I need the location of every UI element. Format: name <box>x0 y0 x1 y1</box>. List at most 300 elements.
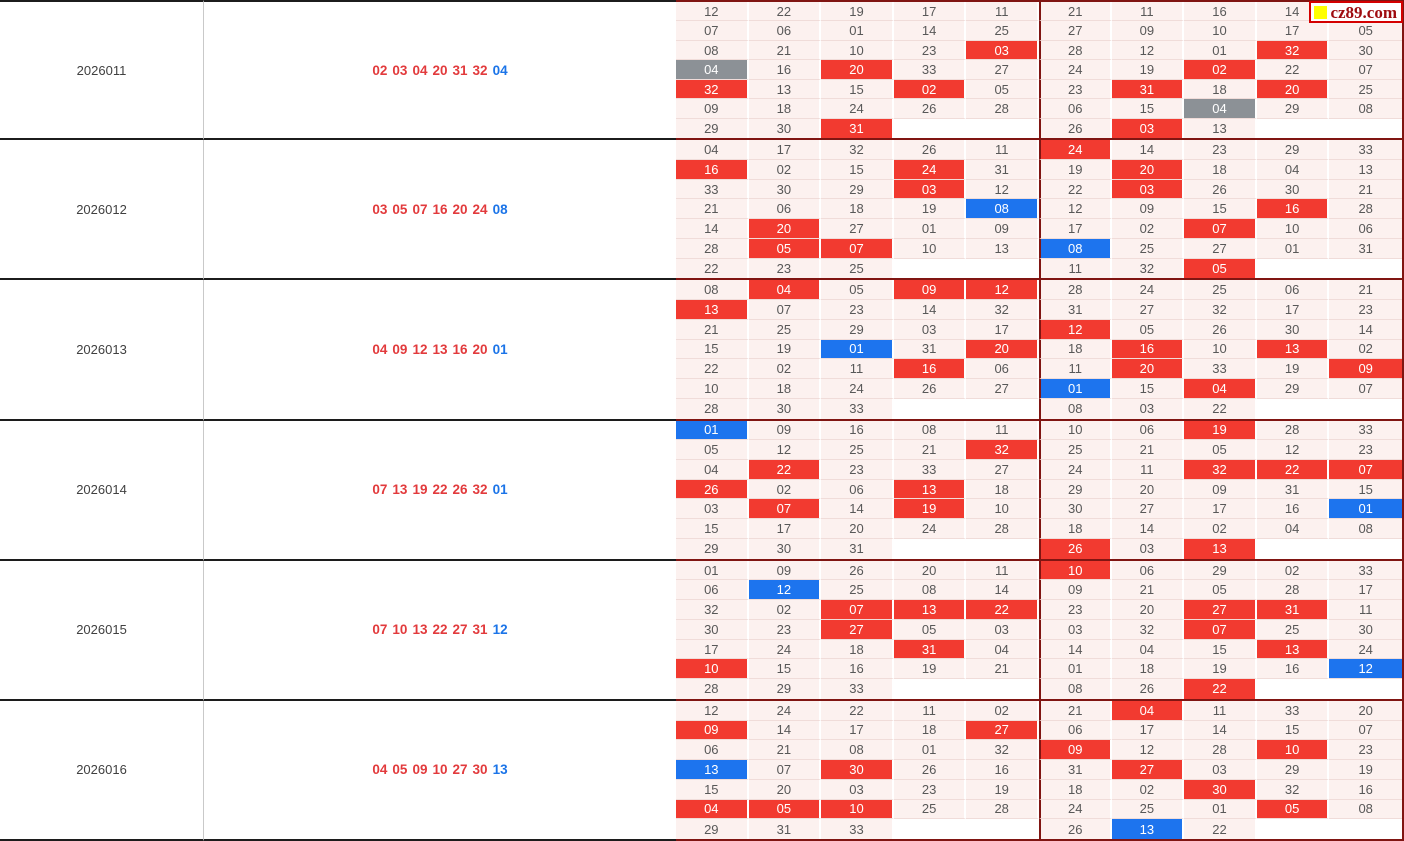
grid-cell: 06 <box>676 580 749 600</box>
grid-cell: 16 <box>894 359 967 379</box>
grid-cell: 29 <box>676 819 749 839</box>
grid-cell: 12 <box>1039 199 1112 219</box>
winning-numbers <box>204 421 676 561</box>
grid-cell: 32 <box>1257 41 1330 60</box>
grid-cell: 08 <box>676 41 749 60</box>
grid-cell: 13 <box>1257 340 1330 360</box>
grid-cell: 10 <box>1039 561 1112 581</box>
grid-cell: 06 <box>676 740 749 760</box>
grid-cell: 26 <box>1184 180 1257 200</box>
grid-cell: 31 <box>749 819 822 839</box>
grid-cell: 26 <box>894 140 967 160</box>
grid-cell: 14 <box>894 300 967 320</box>
grid-cell: 25 <box>894 800 967 820</box>
grid-cell: 08 <box>894 580 967 600</box>
period-row <box>0 421 1404 561</box>
grid-cell: 26 <box>1184 320 1257 340</box>
grid-cell: 04 <box>676 140 749 160</box>
grid-cell: 30 <box>749 399 822 419</box>
grid-cell: 11 <box>1112 460 1185 480</box>
red-ball: 12 <box>412 341 428 357</box>
red-ball: 13 <box>392 482 408 498</box>
grid-cell: 16 <box>821 659 894 679</box>
grid-cell: 17 <box>1257 21 1330 40</box>
grid-cell: 17 <box>966 320 1039 340</box>
grid-cell: 25 <box>1329 80 1402 99</box>
grid-cell: 22 <box>749 460 822 480</box>
grid-cell: 33 <box>1257 701 1330 721</box>
red-ball: 26 <box>452 482 468 498</box>
grid-cell: 03 <box>1112 399 1185 419</box>
grid-cell: 06 <box>821 480 894 500</box>
grid-cell: 02 <box>749 160 822 180</box>
grid-cell: 20 <box>821 60 894 79</box>
grid-cell: 17 <box>894 2 967 21</box>
grid-cell: 30 <box>749 539 822 559</box>
grid-cell: 08 <box>966 199 1039 219</box>
grid-cell: 15 <box>676 780 749 800</box>
grid-cell: 22 <box>966 600 1039 620</box>
grid-cell: 17 <box>1039 219 1112 239</box>
grid-cell: 04 <box>676 60 749 79</box>
grid-cell: 07 <box>1329 60 1402 79</box>
grid-cell: 11 <box>966 2 1039 21</box>
grid-cell: 31 <box>1039 760 1112 780</box>
grid-cell: 30 <box>1257 320 1330 340</box>
grid-cell: 05 <box>894 620 967 640</box>
grid-cell: 06 <box>1039 721 1112 741</box>
grid-cell: 27 <box>966 60 1039 79</box>
grid-cell: 20 <box>1112 600 1185 620</box>
grid-cell: 19 <box>821 2 894 21</box>
grid-cell: 01 <box>1329 499 1402 519</box>
red-ball: 05 <box>392 201 408 217</box>
red-ball: 13 <box>412 622 428 638</box>
blue-ball: 08 <box>492 201 508 217</box>
red-ball: 09 <box>412 762 428 778</box>
grid-cell: 27 <box>966 379 1039 399</box>
grid-cell: 24 <box>821 99 894 118</box>
grid-cell: 17 <box>749 140 822 160</box>
grid-cell: 01 <box>894 740 967 760</box>
grid-cell: 12 <box>1257 440 1330 460</box>
grid-cell: 05 <box>966 80 1039 99</box>
grid-cell: 14 <box>1039 640 1112 660</box>
grid-cell: 02 <box>894 80 967 99</box>
grid-cell <box>1329 259 1402 279</box>
red-ball: 02 <box>372 62 388 78</box>
grid-cell: 30 <box>821 760 894 780</box>
grid-cell: 04 <box>1257 160 1330 180</box>
grid-cell: 03 <box>676 499 749 519</box>
grid-cell: 13 <box>676 760 749 780</box>
grid-cell: 07 <box>1329 379 1402 399</box>
grid-cell: 20 <box>966 340 1039 360</box>
grid-cell: 18 <box>749 379 822 399</box>
grid-cell: 02 <box>1184 60 1257 79</box>
grid-cell: 32 <box>1184 460 1257 480</box>
grid-cell: 09 <box>1039 580 1112 600</box>
grid-cell: 26 <box>894 760 967 780</box>
grid-cell: 07 <box>1184 219 1257 239</box>
grid-cell: 19 <box>1039 160 1112 180</box>
grid-cell: 31 <box>821 539 894 559</box>
blue-ball: 04 <box>492 62 508 78</box>
grid-cell: 04 <box>1184 99 1257 118</box>
grid-cell: 11 <box>1039 259 1112 279</box>
grid-cell: 13 <box>894 600 967 620</box>
grid-cell: 12 <box>749 580 822 600</box>
grid-cell: 03 <box>1112 180 1185 200</box>
grid-cell: 19 <box>1184 421 1257 441</box>
grid-cell: 17 <box>821 721 894 741</box>
grid-cell: 06 <box>1039 99 1112 118</box>
grid-cell: 32 <box>676 600 749 620</box>
grid-cell: 20 <box>1257 80 1330 99</box>
grid-cell: 23 <box>1039 600 1112 620</box>
grid-cell <box>894 819 967 839</box>
red-ball: 03 <box>372 201 388 217</box>
grid-cell: 24 <box>749 701 822 721</box>
grid-cell: 18 <box>821 640 894 660</box>
grid-cell: 26 <box>894 99 967 118</box>
grid-cell: 08 <box>1329 800 1402 820</box>
grid-cell: 29 <box>821 180 894 200</box>
grid-cell: 03 <box>894 320 967 340</box>
grid-cell: 12 <box>1112 740 1185 760</box>
grid-cell: 27 <box>1112 300 1185 320</box>
grid-cell: 07 <box>749 300 822 320</box>
grid-cell: 33 <box>821 819 894 839</box>
grid-cell: 22 <box>1184 819 1257 839</box>
red-ball: 31 <box>472 622 488 638</box>
grid-cell: 15 <box>1112 379 1185 399</box>
grid-cell: 09 <box>676 721 749 741</box>
grid-cell: 01 <box>1039 379 1112 399</box>
grid-cell: 32 <box>1257 780 1330 800</box>
grid-cell: 24 <box>749 640 822 660</box>
grid-cell: 33 <box>821 679 894 699</box>
grid-cell: 07 <box>821 600 894 620</box>
grid-cell: 29 <box>1039 480 1112 500</box>
grid-cell <box>1257 819 1330 839</box>
grid-cell: 20 <box>749 219 822 239</box>
grid-cell: 13 <box>1329 160 1402 180</box>
grid-cell: 18 <box>821 199 894 219</box>
grid-cell: 03 <box>1112 539 1185 559</box>
red-ball: 30 <box>472 762 488 778</box>
grid-cell: 33 <box>821 399 894 419</box>
grid-cell: 08 <box>676 280 749 300</box>
grid-cell: 21 <box>1112 580 1185 600</box>
winning-numbers <box>204 561 676 701</box>
grid-cell: 25 <box>1039 440 1112 460</box>
grid-cell: 08 <box>1329 519 1402 539</box>
grid-cell: 07 <box>1329 460 1402 480</box>
grid-cell: 09 <box>966 219 1039 239</box>
grid-cell: 16 <box>1257 199 1330 219</box>
grid-cell <box>894 259 967 279</box>
grid-cell: 18 <box>1184 80 1257 99</box>
grid-cell: 07 <box>749 499 822 519</box>
grid-cell: 05 <box>1184 440 1257 460</box>
logo-text: cz89.com <box>1330 2 1397 22</box>
grid-cell: 11 <box>894 701 967 721</box>
grid-cell: 33 <box>1329 561 1402 581</box>
number-grid <box>676 701 1404 841</box>
grid-cell: 03 <box>1184 760 1257 780</box>
grid-cell: 09 <box>1112 21 1185 40</box>
grid-cell: 03 <box>1039 620 1112 640</box>
grid-cell: 14 <box>1184 721 1257 741</box>
grid-cell: 04 <box>1112 640 1185 660</box>
grid-cell: 19 <box>1112 60 1185 79</box>
grid-cell: 01 <box>821 21 894 40</box>
grid-cell: 09 <box>894 280 967 300</box>
grid-cell: 29 <box>821 320 894 340</box>
grid-cell: 02 <box>749 480 822 500</box>
grid-cell: 22 <box>1257 460 1330 480</box>
grid-cell: 17 <box>749 519 822 539</box>
grid-cell: 21 <box>749 740 822 760</box>
period-label: 2026012 <box>0 140 204 280</box>
grid-cell: 06 <box>1112 421 1185 441</box>
grid-cell: 12 <box>1329 659 1402 679</box>
grid-cell <box>1257 119 1330 138</box>
grid-cell: 15 <box>749 659 822 679</box>
grid-cell: 11 <box>966 140 1039 160</box>
grid-cell: 05 <box>1257 800 1330 820</box>
blue-ball: 12 <box>492 622 508 638</box>
grid-cell: 04 <box>1257 519 1330 539</box>
grid-cell: 24 <box>1039 800 1112 820</box>
grid-cell: 23 <box>821 460 894 480</box>
grid-cell: 07 <box>676 21 749 40</box>
grid-cell: 26 <box>894 379 967 399</box>
grid-cell: 11 <box>821 359 894 379</box>
grid-cell: 24 <box>1039 140 1112 160</box>
grid-cell: 31 <box>1039 300 1112 320</box>
grid-cell: 03 <box>966 41 1039 60</box>
number-grid <box>676 140 1404 280</box>
grid-cell: 02 <box>749 359 822 379</box>
grid-cell: 01 <box>676 561 749 581</box>
period-row <box>0 561 1404 701</box>
grid-cell: 28 <box>966 99 1039 118</box>
grid-cell: 08 <box>1039 239 1112 259</box>
grid-cell: 10 <box>966 499 1039 519</box>
grid-cell: 06 <box>1329 219 1402 239</box>
grid-cell: 27 <box>821 620 894 640</box>
grid-cell: 14 <box>821 499 894 519</box>
grid-cell <box>1329 119 1402 138</box>
grid-cell: 16 <box>749 60 822 79</box>
grid-cell: 15 <box>1184 640 1257 660</box>
grid-cell: 32 <box>821 140 894 160</box>
grid-cell: 10 <box>894 239 967 259</box>
period-label: 2026013 <box>0 280 204 420</box>
grid-cell: 21 <box>966 659 1039 679</box>
grid-cell: 30 <box>1039 499 1112 519</box>
red-ball: 24 <box>472 201 488 217</box>
grid-cell: 30 <box>1184 780 1257 800</box>
grid-cell: 17 <box>1184 499 1257 519</box>
site-logo[interactable] <box>1309 1 1403 23</box>
winning-numbers <box>204 140 676 280</box>
grid-cell: 13 <box>894 480 967 500</box>
period-label: 2026011 <box>0 0 204 140</box>
grid-cell: 13 <box>1184 539 1257 559</box>
winning-numbers <box>204 0 676 140</box>
grid-cell: 16 <box>1184 2 1257 21</box>
grid-cell: 27 <box>1184 239 1257 259</box>
grid-cell: 01 <box>676 421 749 441</box>
grid-cell: 33 <box>676 180 749 200</box>
grid-cell: 28 <box>1329 199 1402 219</box>
grid-cell: 20 <box>821 519 894 539</box>
grid-cell: 27 <box>1112 760 1185 780</box>
grid-cell: 13 <box>966 239 1039 259</box>
grid-cell: 18 <box>1184 160 1257 180</box>
grid-cell: 20 <box>1112 480 1185 500</box>
red-ball: 13 <box>432 341 448 357</box>
grid-cell: 15 <box>1112 99 1185 118</box>
grid-cell: 14 <box>966 580 1039 600</box>
grid-cell: 10 <box>676 659 749 679</box>
grid-cell: 22 <box>749 2 822 21</box>
grid-cell: 02 <box>1112 780 1185 800</box>
grid-cell: 06 <box>1257 280 1330 300</box>
red-ball: 16 <box>432 201 448 217</box>
grid-cell <box>1257 259 1330 279</box>
grid-cell: 31 <box>1112 80 1185 99</box>
red-ball: 09 <box>392 341 408 357</box>
grid-cell: 06 <box>1112 561 1185 581</box>
grid-cell: 16 <box>821 421 894 441</box>
number-grid <box>676 280 1404 420</box>
grid-cell: 21 <box>1112 440 1185 460</box>
grid-cell: 30 <box>1329 620 1402 640</box>
grid-cell: 28 <box>966 800 1039 820</box>
grid-cell: 22 <box>676 259 749 279</box>
grid-cell: 11 <box>966 561 1039 581</box>
grid-cell: 31 <box>894 640 967 660</box>
grid-cell: 10 <box>1257 219 1330 239</box>
grid-cell: 11 <box>1184 701 1257 721</box>
grid-cell <box>1257 539 1330 559</box>
red-ball: 04 <box>412 62 428 78</box>
number-grid <box>676 561 1404 701</box>
grid-cell: 20 <box>1112 359 1185 379</box>
grid-cell: 32 <box>1112 620 1185 640</box>
grid-cell: 02 <box>749 600 822 620</box>
red-ball: 04 <box>372 762 388 778</box>
grid-cell: 19 <box>966 780 1039 800</box>
grid-cell: 23 <box>749 620 822 640</box>
grid-cell: 04 <box>676 460 749 480</box>
grid-cell: 15 <box>676 519 749 539</box>
grid-cell: 20 <box>749 780 822 800</box>
red-ball: 20 <box>472 341 488 357</box>
grid-cell: 19 <box>1329 760 1402 780</box>
grid-cell: 03 <box>966 620 1039 640</box>
grid-cell: 01 <box>1039 659 1112 679</box>
grid-cell: 01 <box>894 219 967 239</box>
grid-cell: 25 <box>821 580 894 600</box>
grid-cell: 05 <box>1184 580 1257 600</box>
grid-cell: 01 <box>1257 239 1330 259</box>
grid-cell: 27 <box>821 219 894 239</box>
grid-cell: 30 <box>749 180 822 200</box>
grid-cell: 03 <box>821 780 894 800</box>
grid-cell: 12 <box>966 280 1039 300</box>
grid-cell: 11 <box>966 421 1039 441</box>
grid-cell <box>894 679 967 699</box>
grid-cell: 22 <box>821 701 894 721</box>
grid-cell: 27 <box>1112 499 1185 519</box>
grid-cell: 08 <box>821 740 894 760</box>
grid-cell: 22 <box>676 359 749 379</box>
grid-cell: 28 <box>1257 421 1330 441</box>
grid-cell: 29 <box>749 679 822 699</box>
winning-numbers <box>204 280 676 420</box>
grid-cell: 29 <box>676 119 749 138</box>
grid-cell: 24 <box>821 379 894 399</box>
grid-cell: 23 <box>1184 140 1257 160</box>
grid-cell: 27 <box>1039 21 1112 40</box>
grid-cell: 17 <box>1257 300 1330 320</box>
grid-cell <box>966 679 1039 699</box>
number-grid <box>676 421 1404 561</box>
grid-cell: 31 <box>1257 480 1330 500</box>
grid-cell: 25 <box>821 440 894 460</box>
grid-cell: 08 <box>1329 99 1402 118</box>
grid-cell: 28 <box>676 679 749 699</box>
grid-cell: 13 <box>1112 819 1185 839</box>
grid-cell: 30 <box>1257 180 1330 200</box>
grid-cell: 30 <box>749 119 822 138</box>
grid-cell: 15 <box>1184 199 1257 219</box>
grid-cell: 13 <box>676 300 749 320</box>
grid-cell: 33 <box>1329 140 1402 160</box>
grid-cell: 14 <box>1112 140 1185 160</box>
red-ball: 03 <box>392 62 408 78</box>
red-ball: 20 <box>452 201 468 217</box>
grid-cell: 21 <box>749 41 822 60</box>
grid-cell: 12 <box>966 180 1039 200</box>
period-row <box>0 280 1404 420</box>
red-ball: 16 <box>452 341 468 357</box>
grid-cell: 09 <box>1039 740 1112 760</box>
grid-cell: 29 <box>1257 99 1330 118</box>
blue-ball: 13 <box>492 762 508 778</box>
grid-cell: 13 <box>1257 640 1330 660</box>
grid-cell: 22 <box>1184 679 1257 699</box>
grid-cell: 29 <box>1184 561 1257 581</box>
grid-cell: 21 <box>676 199 749 219</box>
grid-cell: 13 <box>1184 119 1257 138</box>
grid-cell: 26 <box>1112 679 1185 699</box>
grid-cell: 15 <box>1329 480 1402 500</box>
grid-cell: 04 <box>749 280 822 300</box>
grid-cell: 31 <box>966 160 1039 180</box>
grid-cell: 05 <box>1112 320 1185 340</box>
red-ball: 07 <box>372 622 388 638</box>
grid-cell: 29 <box>676 539 749 559</box>
grid-cell: 14 <box>894 21 967 40</box>
grid-cell <box>966 539 1039 559</box>
grid-cell: 23 <box>1329 740 1402 760</box>
